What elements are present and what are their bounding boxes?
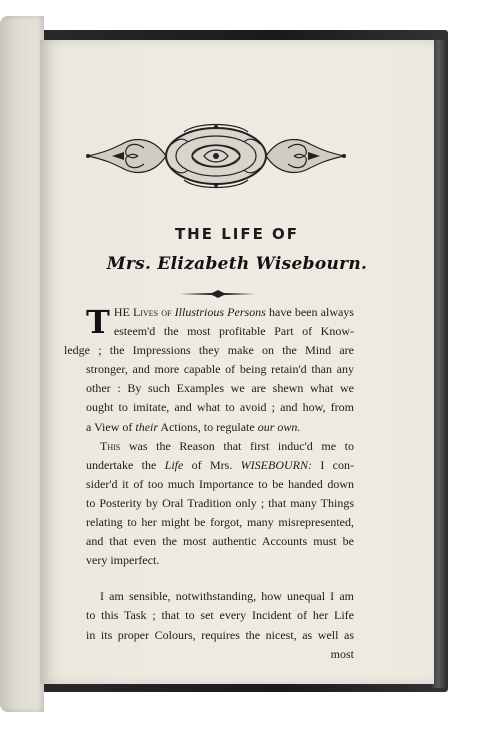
text-line: very imperfect. (86, 553, 160, 568)
text-line: a View of their Actions, to regulate our own. (86, 419, 301, 434)
drop-cap: T (86, 303, 110, 341)
text-line: esteem'd the most profitable Part of Know- (113, 324, 354, 339)
text-line: stronger, and more capable of being retain'd than any (86, 362, 354, 377)
text-line: HE Lives of Illustrious Persons have been always (113, 305, 354, 319)
paragraph-gap (86, 570, 354, 587)
text-line: ought to imitate, and what to avoid ; and how, from (86, 400, 354, 415)
book-cover-edge (432, 40, 448, 688)
paragraph-2 (86, 437, 354, 571)
paragraph-3 (86, 587, 354, 663)
text-line: to Posterity by Oral Tradition only ; that many Things (86, 495, 354, 510)
text-line: other : By such Examples we are shewn what we (86, 381, 354, 396)
text-line: and that even the most authentic Accounts must be (86, 534, 354, 549)
text-line: in its proper Colours, requires the nicest, as well as (86, 627, 354, 642)
ornamental-headpiece-icon (84, 118, 348, 194)
text-line: This was the Reason that first induc'd me to (100, 438, 354, 453)
body-text (64, 303, 354, 664)
divider-rule (180, 290, 256, 298)
text-line: undertake the Life of Mrs. WISEBOURN: I con- (86, 457, 354, 472)
text-line: sider'd it of too much Importance to be handed down (86, 476, 354, 491)
paragraph-1 (64, 303, 354, 437)
page-title: THE LIFE OF (174, 225, 300, 243)
text-line: relating to her might be forgot, many misrepresented, (86, 515, 354, 530)
text-line: ledge ; the Impressions they make on the Mind are (64, 343, 354, 358)
catchword: most (330, 646, 354, 661)
left-page-edge (0, 16, 44, 712)
text-line: to this Task ; that to set every Incident of her Life (86, 608, 354, 623)
text-line: I am sensible, notwithstanding, how unequal I am (100, 589, 354, 604)
page-subtitle: Mrs. Elizabeth Wisebourn. (106, 254, 368, 274)
